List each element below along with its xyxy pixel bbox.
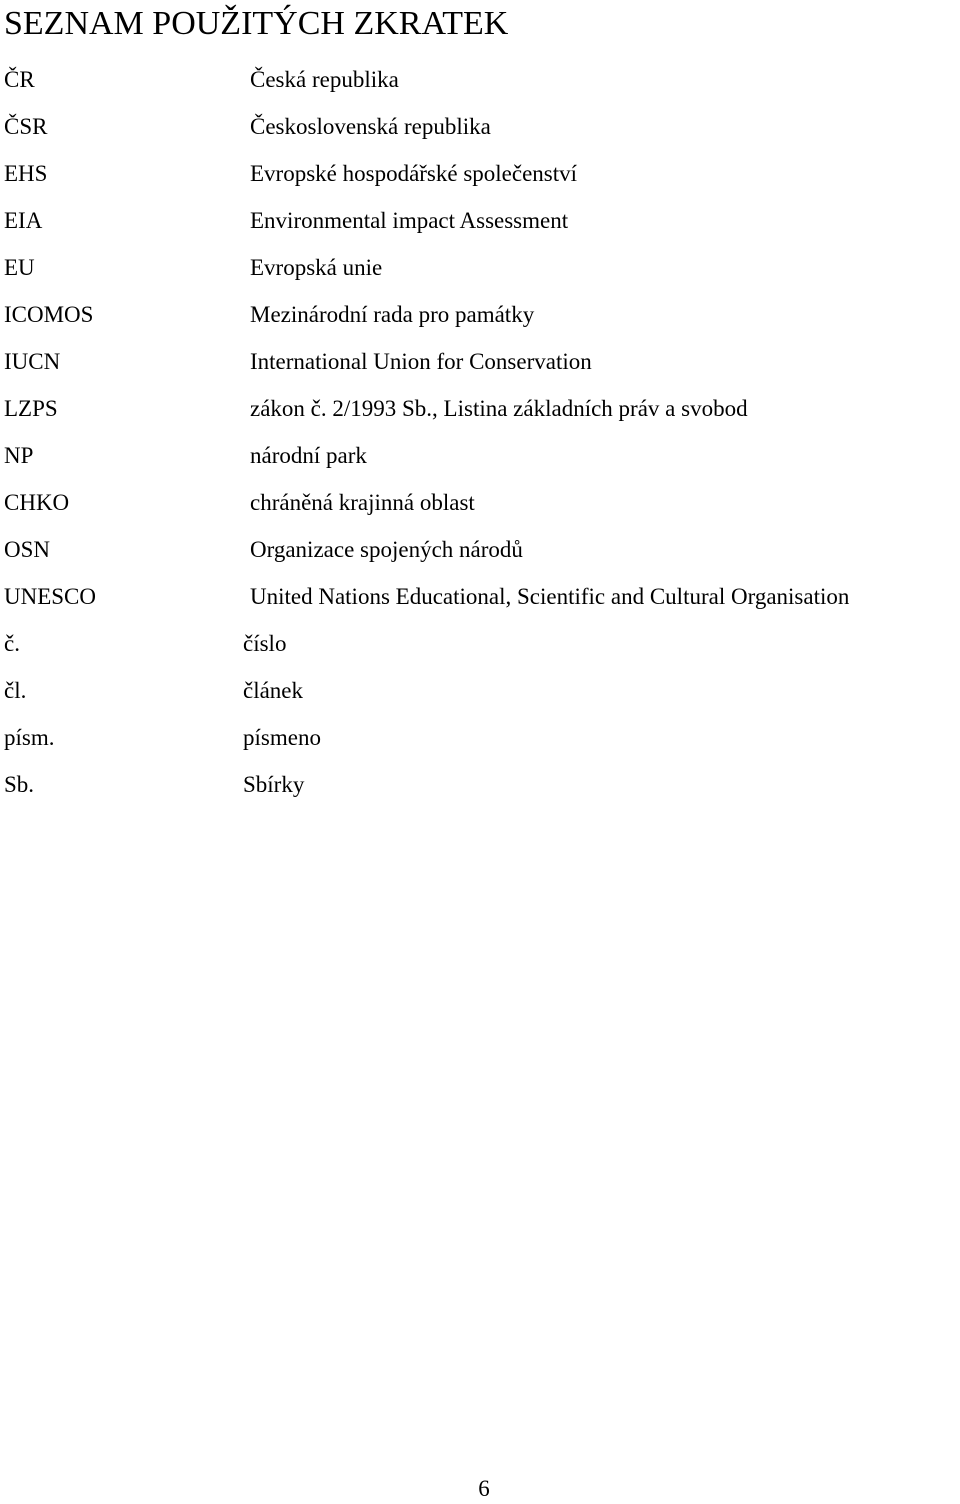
abbreviation-term: Sb.: [4, 772, 35, 797]
abbreviation-term: EIA: [4, 208, 43, 233]
abbreviation-row: [0, 103, 960, 150]
abbreviation-row: [0, 573, 960, 620]
abbreviation-row: [0, 714, 960, 761]
abbreviation-row: [0, 338, 960, 385]
abbreviation-term: ČSR: [4, 114, 48, 139]
abbreviation-row: [0, 667, 960, 714]
abbreviation-term: IUCN: [4, 349, 61, 374]
abbreviation-definition: chráněná krajinná oblast: [250, 490, 475, 515]
page-number: 6: [478, 1476, 490, 1501]
abbreviation-term: čl.: [4, 678, 27, 703]
abbreviation-definition: Československá republika: [250, 114, 491, 139]
abbreviation-row: [0, 291, 960, 338]
abbreviation-definition: Environmental impact Assessment: [250, 208, 569, 233]
abbreviation-term: č.: [4, 631, 20, 656]
abbreviation-term: ICOMOS: [4, 302, 94, 327]
page-title: SEZNAM POUŽITÝCH ZKRATEK: [4, 5, 509, 42]
abbreviation-row: [0, 244, 960, 291]
abbreviation-definition: článek: [243, 678, 304, 703]
abbreviation-row: [0, 197, 960, 244]
abbreviation-definition: národní park: [250, 443, 367, 468]
abbreviation-definition: písmeno: [243, 725, 321, 750]
abbreviation-definition: číslo: [243, 631, 287, 656]
abbreviation-row: [0, 761, 960, 808]
abbreviation-definition: Mezinárodní rada pro památky: [250, 302, 535, 327]
abbreviation-term: ČR: [4, 67, 35, 92]
abbreviation-row: [0, 150, 960, 197]
abbreviation-term: EU: [4, 255, 35, 280]
abbreviation-list: [0, 56, 960, 808]
abbreviation-term: EHS: [4, 161, 48, 186]
abbreviation-definition: Evropské hospodářské společenství: [250, 161, 578, 186]
abbreviation-row: [0, 432, 960, 479]
abbreviation-term: písm.: [4, 725, 55, 750]
abbreviation-row: [0, 56, 960, 103]
abbreviation-term: OSN: [4, 537, 51, 562]
abbreviation-term: LZPS: [4, 396, 58, 421]
abbreviation-term: CHKO: [4, 490, 70, 515]
abbreviation-term: UNESCO: [4, 584, 97, 609]
abbreviation-definition: Česká republika: [250, 67, 399, 92]
abbreviation-definition: zákon č. 2/1993 Sb., Listina základních práv a svobod: [250, 396, 748, 421]
abbreviation-definition: United Nations Educational, Scientific and Cultural Organisation: [250, 584, 850, 609]
abbreviation-row: [0, 620, 960, 667]
abbreviation-row: [0, 479, 960, 526]
abbreviation-definition: Evropská unie: [250, 255, 383, 280]
abbreviation-definition: Sbírky: [243, 772, 305, 797]
abbreviation-row: [0, 526, 960, 573]
abbreviation-row: [0, 385, 960, 432]
abbreviation-definition: Organizace spojených národů: [250, 537, 523, 562]
abbreviation-definition: International Union for Conservation: [250, 349, 592, 374]
abbreviation-term: NP: [4, 443, 34, 468]
